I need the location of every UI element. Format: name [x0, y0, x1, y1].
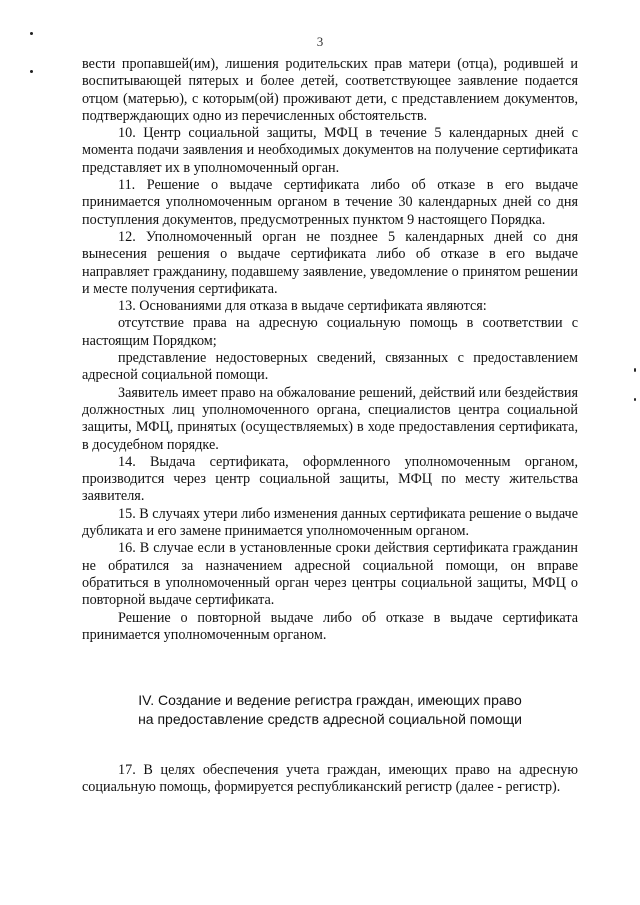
reissue-decision-paragraph: Решение о повторной выдаче либо об отказе в выдаче сертификата принимается уполномоченным органом.: [82, 609, 578, 643]
section-heading: [82, 691, 578, 728]
section-heading-line-1: IV. Создание и ведение регистра граждан, имеющих право: [138, 692, 522, 709]
appeal-paragraph: Заявитель имеет право на обжалование решений, действий или бездействия должностных лиц уполномоченного органа, специалистов центра социальной защиты, МФЦ, принятых (осуществляемых) в ходе предоставления сертификата, в досудебном порядке.: [82, 384, 578, 453]
scan-speck: [30, 70, 33, 73]
paragraph-11: 11. Решение о выдаче сертификата либо об отказе в его выдаче принимается уполномоченным органом в течение 30 календарных дней со дня поступления документов, предусмотренных пунктом 9 настоящего Порядка.: [82, 177, 578, 228]
scan-speck: [634, 398, 636, 401]
paragraph-13: 13. Основаниями для отказа в выдаче сертификата являются:: [118, 298, 487, 315]
paragraph-14: 14. Выдача сертификата, оформленного уполномоченным органом, производится через центр социальной защиты, МФЦ по месту жительства заявителя.: [82, 453, 578, 505]
scan-speck: [634, 368, 636, 372]
paragraph-continuation: вести пропавшей(им), лишения родительских прав матери (отца), родившей и воспитывающей пятерых и более детей, соответствующее заявление подается отцом (матерью), с которым(ой) проживают дети, с представлением документов, подтверждающих одно из перечисленных обстоятельств.: [82, 56, 578, 124]
paragraph-10: 10. Центр социальной защиты, МФЦ в течение 5 календарных дней с момента подачи заявления и необходимых документов на получение сертификата представляет их в уполномоченный орган.: [82, 125, 578, 176]
paragraph-16: 16. В случае если в установленные сроки действия сертификата гражданин не обратился за назначением адресной социальной помощи, он вправе обратиться в уполномоченный орган через центры социальной защиты, МФЦ о повторной выдаче сертификата.: [82, 540, 578, 609]
section-heading-line-2: на предоставление средств адресной социальной помощи: [138, 710, 522, 727]
document-body: [82, 56, 578, 797]
paragraph-12: 12. Уполномоченный орган не позднее 5 календарных дней со дня вынесения решения о выдаче сертификата либо об отказе в его выдаче направляет гражданину, подавшему заявление, уведомление о принятом решении и месте получения сертификата.: [82, 228, 578, 297]
refusal-reason-1: отсутствие права на адресную социальную помощь в соответствии с настоящим Порядком;: [82, 315, 578, 349]
paragraph-17: 17. В целях обеспечения учета граждан, имеющих право на адресную социальную помощь, формируется республиканский регистр (далее - регистр).: [82, 762, 578, 796]
refusal-reason-2: представление недостоверных сведений, связанных с предоставлением адресной социальной помощи.: [82, 350, 578, 384]
page-number: 3: [316, 34, 324, 49]
paragraph-15: 15. В случаях утери либо изменения данных сертификата решение о выдаче дубликата и его замене принимается уполномоченным органом.: [82, 505, 578, 540]
